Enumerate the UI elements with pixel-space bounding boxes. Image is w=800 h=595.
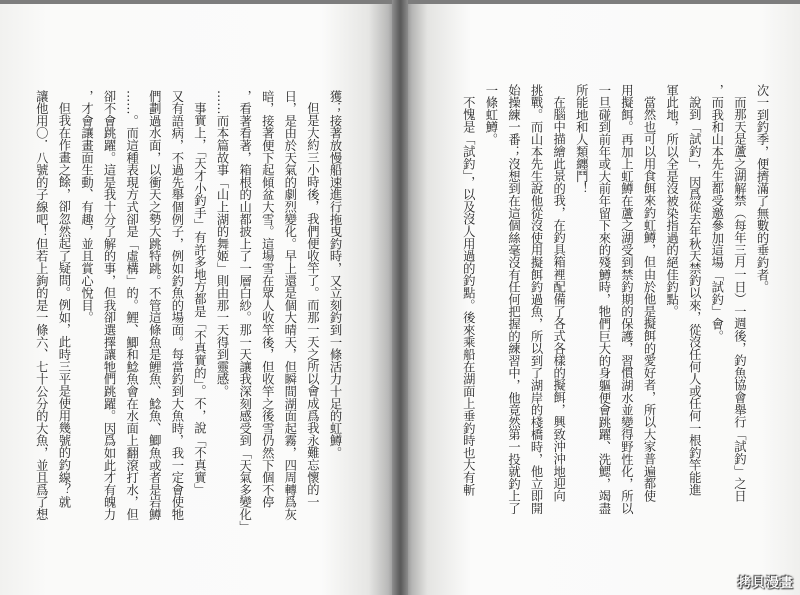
text-column: 一條虹鱒。 [483, 84, 498, 146]
text-column: ，看著看著，箱根的山都披上了一層白紗。那一天讓我深刻感受到「天氣多變化」 [237, 90, 252, 533]
text-column: 又有語病，不過先舉個例子，例如釣魚的場面。每當釣到大魚時，我一定會使牠 [169, 90, 184, 521]
text-column: 所能地和人類纏鬥！ [574, 84, 589, 195]
text-column: 但是大約三小時後，我們便收竿了。而那一天之所以會成爲我永難忘懷的一 [305, 102, 320, 509]
text-column: 讓他用〇．八號的子線吧！但若上鉤的是一條六、七十公分的大魚，並且爲了想 [34, 90, 49, 521]
text-column: ，才會讓畫面生動、有趣，並且賞心悅目。 [79, 90, 94, 324]
left-page-text [30, 90, 346, 533]
right-page [408, 4, 800, 595]
text-column: ……。而這種表現方式卻是「虛構」的。鯉、鯽和鯰魚會在水面上翻滾打水，但 [124, 90, 139, 521]
text-column: 在腦中描繪此景的我，在釣具箱裡配備了各式各樣的擬餌，興致沖沖地迎向 [551, 96, 566, 503]
book-gutter [392, 0, 408, 595]
text-column: 一旦碰到前年或大前年留下來的殘鱒時，牠們巨大的身軀便會跳躍、洗鰓，竭盡 [596, 84, 611, 515]
text-column: 不愧是「試釣」，以及沒人用過的釣點。後來乘船在湖面上垂釣時也大有斬 [461, 96, 476, 497]
left-page [0, 4, 392, 595]
right-page-text [457, 84, 773, 515]
text-column: 當然也可以用食餌來釣虹鱒，但由於他是擬餌的愛好者，所以大家普遍都使 [642, 96, 657, 503]
text-column: 暗，接著便下起傾盆大雪。這場雪在眾人收竿後，但收竿之後雪仍然下個不停 [260, 90, 275, 509]
text-column: 說到「試釣」，因爲從去年秋天禁釣以來，從沒任何人或任何一根釣竿能進 [687, 96, 702, 497]
text-column: 而那天是蘆之湖解禁（每年三月一日）一週後，釣魚協會舉行「試釣」之日 [732, 96, 747, 503]
text-column: 們劃過水面，以衝天之勢大跳特跳。不管這條魚是鯉魚、鯰魚、鯽魚或者是岩鱒 [147, 90, 162, 521]
text-column: 獲；接著放慢船速進行拖曳釣時，又立刻釣到一條活力十足的虹鱒。 [328, 90, 342, 459]
text-column: ，而我和山本先生都受邀參加這場「試釣」會。 [709, 84, 724, 343]
text-column: 軍此地，所以全是沒被染指過的絕佳釣點。 [664, 84, 679, 318]
text-column: 挑戰。而山本先生說他從沒使用擬餌釣過魚，所以到了湖岸的棧橋時，他立即開 [529, 84, 544, 515]
text-column: ……而本篇故事「山上湖的舞姬」則由那一天得到靈感。 [215, 90, 230, 398]
text-column: 事實上，「天才小釣手」有許多地方都是「不真實的」。不，說「不真實」 [192, 102, 207, 496]
text-column: 用擬餌。再加上虹鱒在蘆之湖受到禁釣期的保護，習慣湖水並變得野性化，所以 [619, 84, 634, 515]
text-column: 始操練一番；沒想到在這個絲毫沒有任何把握的練習中，他竟然第一投就釣上了 [506, 84, 521, 515]
text-column: 卻不會跳躍。這是我十分了解的事，但我卻選擇讓牠們跳躍。因爲如此才有魄力 [102, 90, 117, 521]
watermark: 拷貝漫畫 [737, 576, 794, 591]
text-column: 但我在作畫之餘，卻忽然起了疑問。例如，此時三平是使用幾號的釣線？就 [56, 102, 71, 509]
text-column: 次一到釣季，便擠滿了無數的垂釣者。 [755, 84, 769, 294]
text-column: 日，是由於天氣的劇烈變化。早上還是個大晴天，但瞬間湖面起霧，四周轉爲灰 [282, 90, 297, 521]
